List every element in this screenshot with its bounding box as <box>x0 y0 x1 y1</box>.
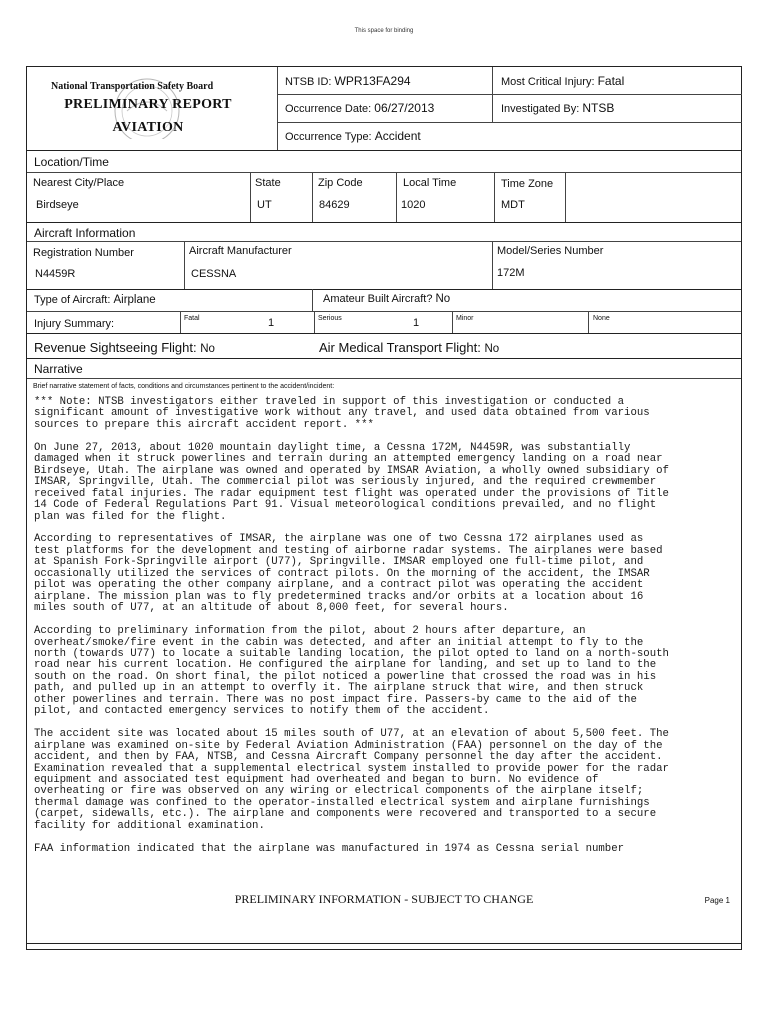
binding-note: This space for binding <box>354 28 414 34</box>
fatal-count: 1 <box>268 317 275 329</box>
report-form <box>26 66 742 950</box>
org-name: National Transportation Safety Board <box>51 81 214 92</box>
fatal-label: Fatal <box>184 315 200 322</box>
location-section-title: Location/Time <box>34 155 109 169</box>
investigated-by-value: NTSB <box>582 101 615 115</box>
city-value: Birdseye <box>36 199 79 211</box>
narrative-hint: Brief narrative statement of facts, conditions and circumstances pertinent to the accident/incident: <box>33 383 335 390</box>
none-label: None <box>593 315 610 322</box>
amateur-built-label: Amateur Built Aircraft? No <box>323 293 451 305</box>
investigated-by-label: Investigated By: NTSB <box>501 101 615 115</box>
state-value: UT <box>257 199 272 211</box>
occurrence-type-value: Accident <box>374 129 421 143</box>
time-zone-label: Time Zone <box>501 178 554 190</box>
registration-label: Registration Number <box>33 247 134 259</box>
sightseeing-value: No <box>200 343 215 355</box>
ntsb-id-value: WPR13FA294 <box>334 74 411 88</box>
occurrence-date-value: 06/27/2013 <box>374 101 435 115</box>
preliminary-notice: PRELIMINARY INFORMATION - SUBJECT TO CHANGE <box>234 892 534 906</box>
serious-label: Serious <box>318 315 342 322</box>
report-title: PRELIMINARY REPORT <box>64 97 232 112</box>
occurrence-type-label: Occurrence Type: Accident <box>285 129 421 143</box>
registration-value: N4459R <box>35 268 76 280</box>
city-label: Nearest City/Place <box>33 177 125 189</box>
model-label: Model/Series Number <box>497 245 604 257</box>
state-label: State <box>255 177 281 189</box>
manufacturer-value: CESSNA <box>191 268 237 280</box>
critical-injury-label: Most Critical Injury: Fatal <box>501 74 625 88</box>
aircraft-type-value: Airplane <box>113 294 156 306</box>
manufacturer-label: Aircraft Manufacturer <box>189 245 292 257</box>
medical-transport-label: Air Medical Transport Flight: No <box>319 340 500 355</box>
time-zone-value: MDT <box>501 199 525 211</box>
narrative-text: *** Note: NTSB investigators either traveled in support of this investigation or conducted a significant amount of investigative work without any travel, and used data obtained from various sources to prepare this aircraft accident report. *** On June 27, 2013, about 1020 mountain daylight time, a Cessna 172M, N4459R, was substantially damaged when it struck powerlines and terrain during an attempted emergency landing on a road near Birdseye, Utah. The airplane was owned and operated by IMSAR Aviation, a wholly owned subsidiary of IMSAR, Springville, Utah. The commercial pilot was seriously injured, and the required crewmember received fatal injuries. The radar equipment test flight was operated under the provisions of Title 14 Code of Federal Regulations Part 91. Visual meteorological conditions prevailed, and no flight plan was filed for the flight. According to representatives of IMSAR, the airplane was one of two Cessna 172 airplanes used as test platforms for the development and testing of airborne radar systems. The airplanes were based at Spanish Fork-Springville airport (U77), Springville. IMSAR employed one full-time pilot, and occasionally utilized the services of contract pilots. On the morning of the accident, the IMSAR pilot was operating the other company airplane, and a contract pilot was operating the accident airplane. The mission plan was to fly predetermined tracks and/or orbits at a location about 16 miles south of U77, at an altitude of about 8,000 feet, for several hours. According to preliminary information from the pilot, about 2 hours after departure, an overheat/smoke/fire event in the cabin was detected, and after an initial attempt to fly to the north (towards U77) to locate a suitable landing location, the pilot opted to land on a north-south road near his current location. He configured the airplane for landing, and set up to land to the south on the road. On short final, the pilot noticed a powerline that crossed the road was in his path, and pulled up in an attempt to overfly it. The airplane struck that wire, and then struck other powerlines and terrain. There was no post impact fire. Passers-by came to the aid of the pilot, and contacted emergency services to notify them of the accident. The accident site was located about 15 miles south of U77, at an elevation of about 5,500 feet. The airplane was examined on-site by Federal Aviation Administration (FAA) personnel on the day of the accident, and then by FAA, NTSB, and Cessna Aircraft Company personnel the day after the accident. Examination revealed that a supplemental electrical system installed to provide power for the radar equipment and associated test equipment had overheated and began to burn. No evidence of overheating or fire was observed on any wiring or electrical components of the airplane itself; thermal damage was confined to the operator-installed electrical system and airplane furnishings (carpet, sidewalls, etc.). The airplane and components were recovered and transported to a secure facility for additional examination. FAA information indicated that the airplane was manufactured in 1974 as Cessna serial number <box>34 396 669 855</box>
amateur-built-value: No <box>435 293 451 305</box>
zip-value: 84629 <box>319 199 350 211</box>
occurrence-date-label: Occurrence Date: 06/27/2013 <box>285 101 435 115</box>
ntsb-id-label: NTSB ID: WPR13FA294 <box>285 74 411 88</box>
page-number: Page 1 <box>704 896 730 905</box>
aircraft-type-label: Type of Aircraft: Airplane <box>34 294 156 306</box>
narrative-section-title: Narrative <box>34 362 83 376</box>
aircraft-section-title: Aircraft Information <box>34 226 136 240</box>
injury-summary-label: Injury Summary: <box>34 318 115 330</box>
minor-label: Minor <box>456 315 474 322</box>
local-time-label: Local Time <box>403 177 457 189</box>
zip-label: Zip Code <box>318 177 363 189</box>
medical-transport-value: No <box>484 343 500 355</box>
model-value: 172M <box>497 267 525 279</box>
local-time-value: 1020 <box>401 199 426 211</box>
serious-count: 1 <box>413 317 420 329</box>
critical-injury-value: Fatal <box>597 74 625 88</box>
sightseeing-label: Revenue Sightseeing Flight: No <box>34 340 215 355</box>
report-subtitle: AVIATION <box>112 120 184 135</box>
